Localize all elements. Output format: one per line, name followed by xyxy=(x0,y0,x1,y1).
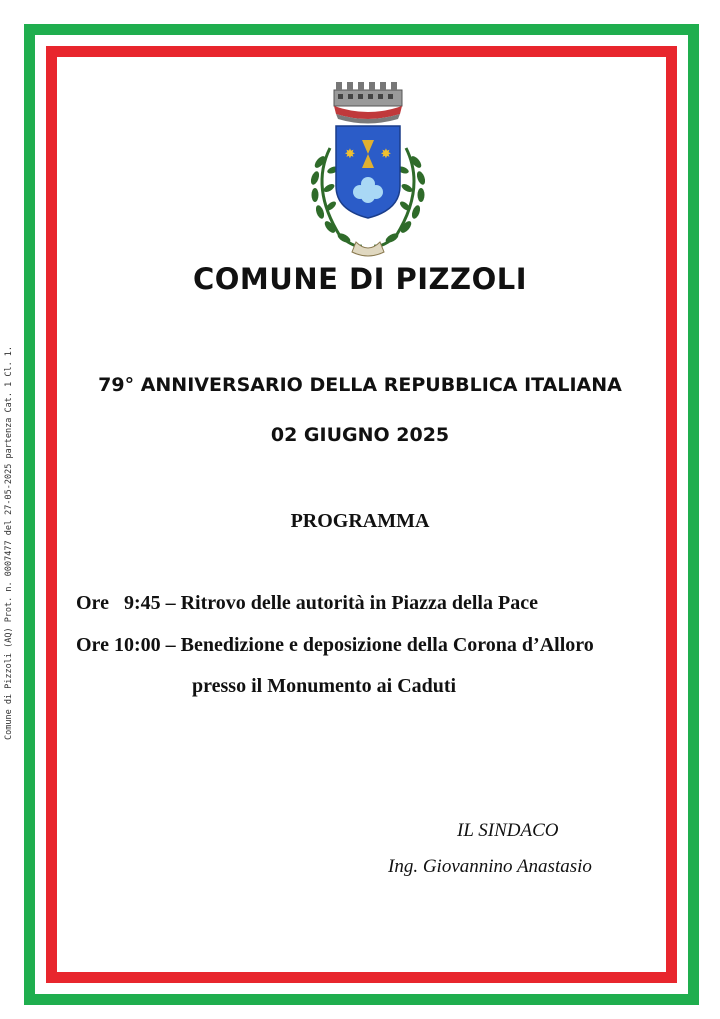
crown-icon xyxy=(334,82,402,124)
coat-of-arms-icon xyxy=(300,78,436,260)
program-item-2-continuation: presso il Monumento ai Caduti xyxy=(192,675,457,697)
program-item-2: Ore 10:00 – Benedizione e deposizione della Corona d’Alloro xyxy=(76,634,594,656)
svg-text:✸: ✸ xyxy=(380,146,392,161)
event-date: 02 GIUGNO 2025 xyxy=(270,424,450,446)
program-item-1: Ore 9:45 – Ritrovo delle autorità in Piazza della Pace xyxy=(76,592,538,614)
protocol-note: Comune di Pizzoli (AQ) Prot. n. 0007477 del 27-05-2025 partenza Cat. 1 Cl. 1. xyxy=(4,345,14,740)
municipality-title: COMUNE DI PIZZOLI xyxy=(193,262,527,296)
signature-name: Ing. Giovannino Anastasio xyxy=(388,856,592,877)
anniversary-heading: 79° ANNIVERSARIO DELLA REPUBBLICA ITALIANA xyxy=(98,374,622,396)
shield-icon xyxy=(336,126,400,218)
program-heading: PROGRAMMA xyxy=(290,510,430,532)
signature-title: IL SINDACO xyxy=(457,820,559,841)
svg-text:✸: ✸ xyxy=(344,146,356,161)
